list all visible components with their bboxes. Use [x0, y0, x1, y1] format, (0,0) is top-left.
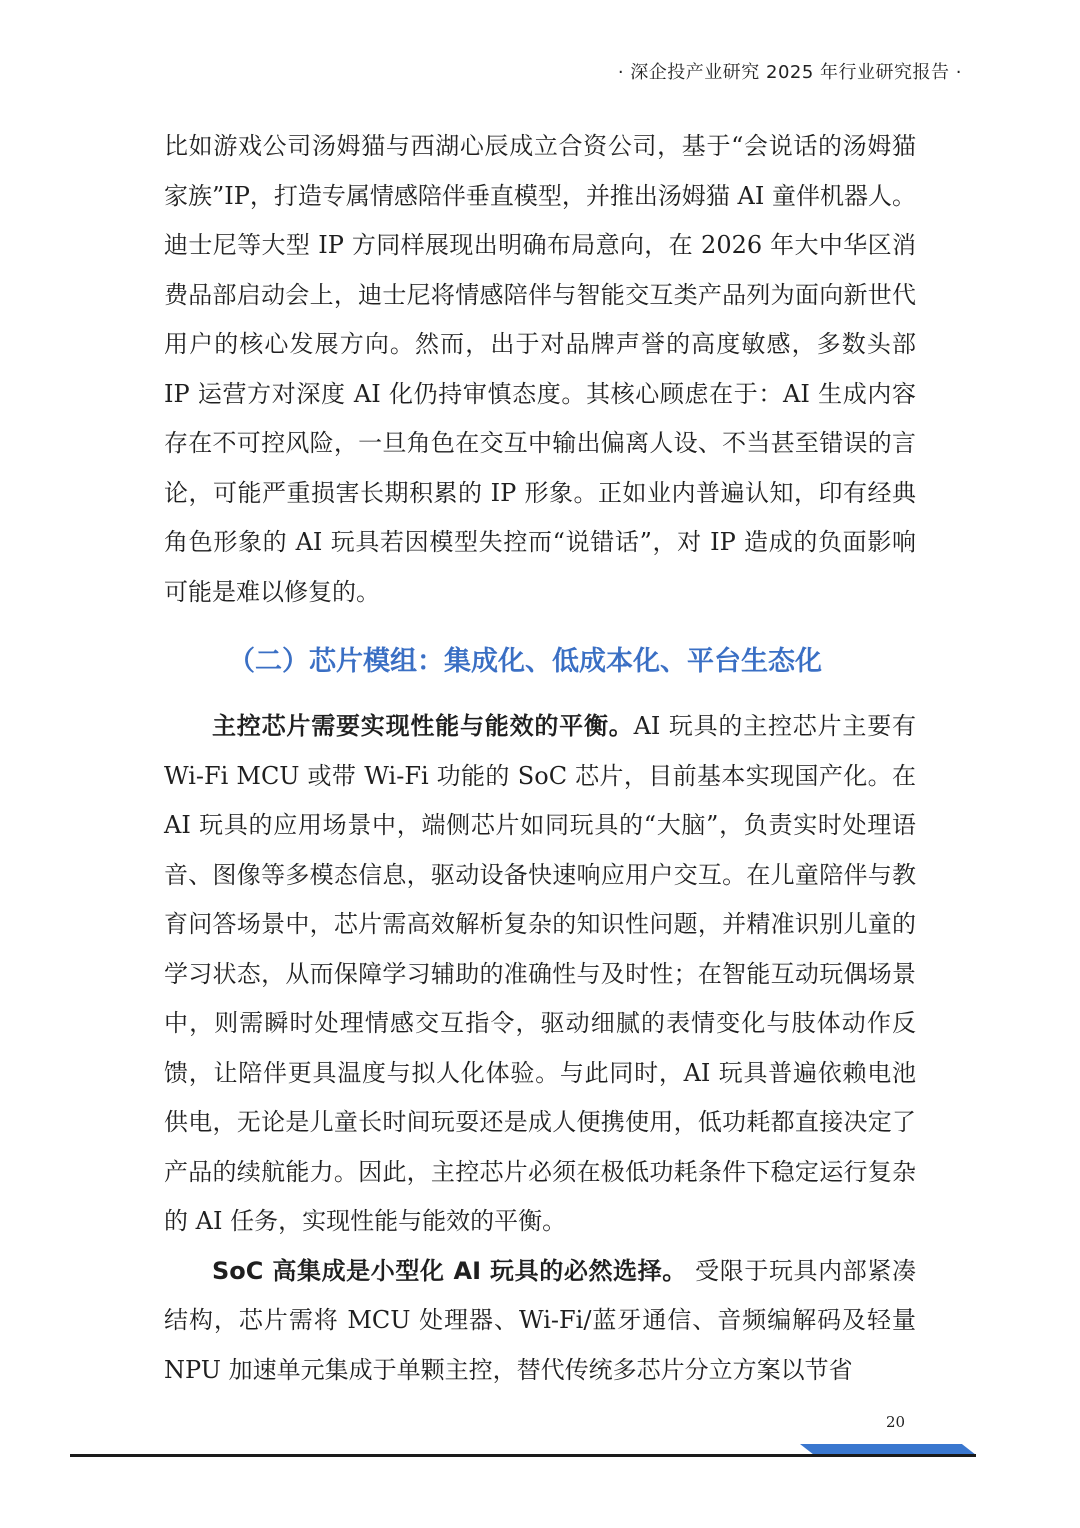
page-content	[164, 122, 916, 1395]
paragraph-soc-integration-text: 受限于玩具内部紧凑结构，芯片需将 MCU 处理器、Wi-Fi/蓝牙通信、音频编解码及轻量 NPU 加速单元集成于单颗主控，替代传统多芯片分立方案以节省	[164, 1256, 916, 1384]
footer-rule	[70, 1454, 976, 1457]
paragraph-soc-integration-lead: SoC 高集成是小型化 AI 玩具的必然选择。	[212, 1256, 687, 1285]
paragraph-main-chip-lead: 主控芯片需要实现性能与能效的平衡。	[212, 712, 634, 740]
page-number: 20	[886, 1413, 906, 1431]
paragraph-main-chip-text: AI 玩具的主控芯片主要有 Wi-Fi MCU 或带 Wi-Fi 功能的 SoC 芯片，目前基本实现国产化。在 AI 玩具的应用场景中，端侧芯片如同玩具的“大脑”，负责实时处理语音、图像等多模态信息，驱动设备快速响应用户交互。在儿童陪伴与教育问答场景中，芯片需高效解析复杂的知识性问题，并精准识别儿童的学习状态，从而保障学习辅助的准确性与及时性；在智能互动玩偶场景中，则需瞬时处理情感交互指令，驱动细腻的表情变化与肢体动作反馈，让陪伴更具温度与拟人化体验。与此同时，AI 玩具普遍依赖电池供电，无论是儿童长时间玩耍还是成人便携使用，低功耗都直接决定了产品的续航能力。因此，主控芯片必须在极低功耗条件下稳定运行复杂的 AI 任务，实现性能与能效的平衡。	[164, 712, 916, 1235]
paragraph-ip-partners: 比如游戏公司汤姆猫与西湖心辰成立合资公司，基于“会说话的汤姆猫家族”IP，打造专属情感陪伴垂直模型，并推出汤姆猫 AI 童伴机器人。迪士尼等大型 IP 方同样展现出明确布局意向，在 2026 年大中华区消费品部启动会上，迪士尼将情感陪伴与智能交互类产品列为面向新世代用户的核心发展方向。然而，出于对品牌声誉的高度敏感，多数头部 IP 运营方对深度 AI 化仍持审慎态度。其核心顾虑在于：AI 生成内容存在不可控风险，一旦角色在交互中输出偏离人设、不当甚至错误的言论，可能严重损害长期积累的 IP 形象。正如业内普遍认知，印有经典角色形象的 AI 玩具若因模型失控而“说错话”，对 IP 造成的负面影响可能是难以修复的。	[164, 132, 916, 606]
paragraph-main-chip	[164, 702, 916, 1247]
report-header: · 深企投产业研究 2025 年行业研究报告 ·	[617, 62, 962, 83]
paragraph-soc-integration	[164, 1247, 916, 1396]
section-title: （二）芯片模组：集成化、低成本化、平台生态化	[228, 646, 822, 677]
